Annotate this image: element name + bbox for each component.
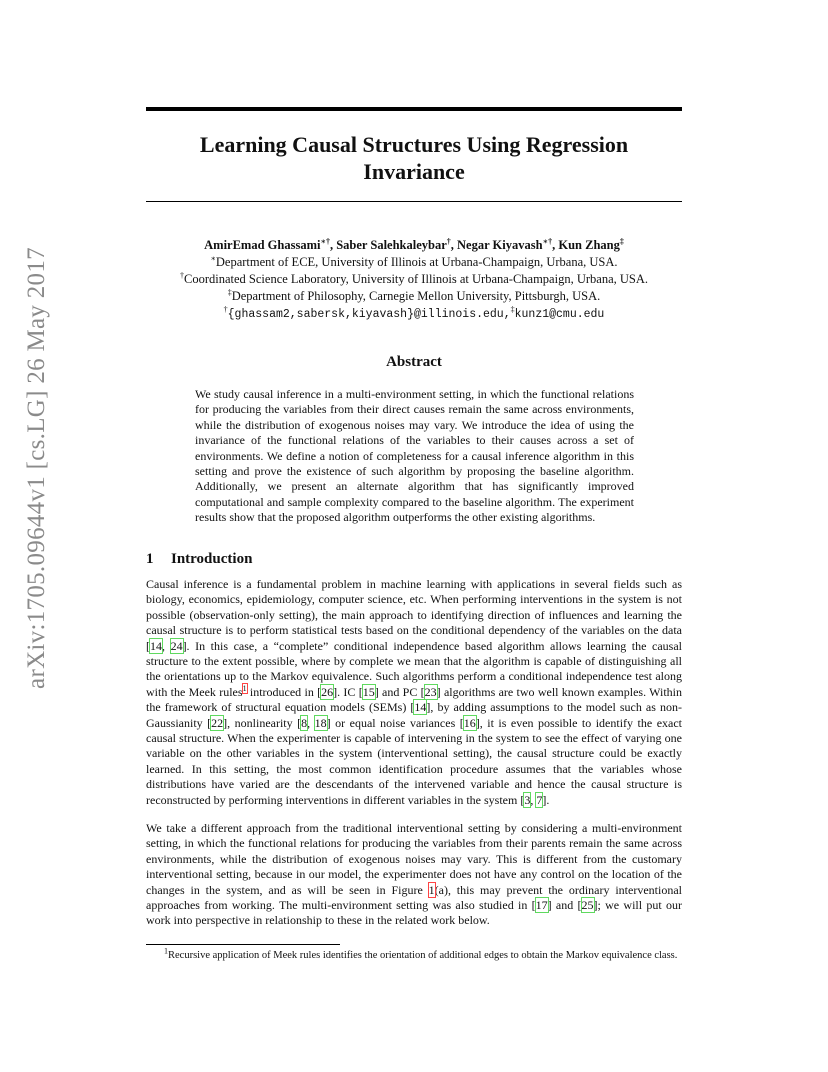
footnote — [146, 946, 682, 963]
citation-link[interactable]: 17 — [535, 898, 548, 913]
author-separator: , — [329, 238, 337, 252]
title-top-rule — [146, 107, 682, 111]
affiliation-1-mark: ∗ — [210, 253, 216, 263]
author-separator: , — [450, 238, 458, 252]
email-1[interactable]: {ghassam2,sabersk,kiyavash}@illinois.edu, — [227, 308, 511, 321]
text-run: ], nonlinearity [ — [223, 715, 302, 730]
footnote-rule — [146, 944, 340, 945]
affiliation-2-text: Coordinated Science Laboratory, University of Illinois at Urbana-Champaign, Urbana, USA. — [184, 272, 648, 286]
text-run: We take a different approach from the traditional interventional setting by considering a multi-environment setting, in which the functional relations for producing the variables from their parents remain the same across environments, while the distribution of exogenous noises may vary. This is different from the customary interventional setting, because in our model, the experimenter does not have any control on the location of the changes in the system, and as will be seen in Figure — [146, 821, 682, 897]
citation-link[interactable]: 14 — [150, 638, 162, 653]
intro-paragraph-1 — [146, 577, 682, 808]
text-run: ]. IC [ — [333, 684, 363, 699]
author-1: AmirEmad Ghassami — [204, 238, 321, 252]
affiliation-1-text: Department of ECE, University of Illinois at Urbana-Champaign, Urbana, USA. — [215, 255, 618, 269]
citation-link[interactable]: 18 — [314, 715, 327, 730]
author-names — [146, 237, 682, 254]
arxiv-id-text: arXiv:1705.09644v1 [cs.LG] 26 May 2017 — [23, 247, 50, 689]
text-run: ]. In this case, a “complete” conditional independence based algorithm allows learning the causal structure to the extent possible, where by complete we mean that the algorithm is capable of distinguishing all the orientations up to the Markov equivalence. Such algorithms perform a conditional independence test along with the Meek rules — [146, 638, 682, 699]
author-2: Saber Salehkaleybar — [336, 238, 447, 252]
paper-title — [146, 131, 682, 185]
text-run: ], it is even possible to identify the exact causal structure. When the experimenter is capable of intervening in the system to see the effect of varying one variable on the other variables in the system (interventional setting), the causal structure could be exactly learned. In this setting, the most common identification procedure assumes that the variables whose distributions have varied are the descendants of the intervened variable and hence the causal structure is reconstructed by performing interventions in different variables in the system [ — [146, 715, 683, 807]
text-run: ], by adding assumptions to the model such as non-Gaussianity [ — [146, 700, 682, 730]
section-number: 1 — [146, 551, 154, 567]
citation-link[interactable]: 7 — [536, 792, 543, 807]
section-heading — [146, 551, 252, 568]
affiliation-3-mark: ‡ — [227, 287, 232, 297]
author-block — [146, 237, 682, 323]
author-2-mark: † — [446, 236, 451, 246]
footnote-text-block — [146, 946, 682, 963]
author-4-mark: ‡ — [619, 236, 624, 246]
footnote-text: Recursive application of Meek rules identifies the orientation of additional edges to obtain the Markov equivalence class. — [168, 950, 678, 961]
citation-link[interactable]: 24 — [170, 638, 183, 653]
citation-link[interactable]: 25 — [581, 898, 594, 913]
affiliation-2 — [146, 271, 682, 288]
citation-link[interactable]: 26 — [321, 684, 334, 699]
title-bottom-rule — [146, 201, 682, 202]
author-3: Negar Kiyavash — [457, 238, 543, 252]
text-run: ] algorithms are two well known examples. Within the framework of structural equation models (SEMs) [ — [146, 684, 683, 715]
footnote-mark: 1 — [164, 946, 168, 956]
title-line-1: Learning Causal Structures Using Regression — [199, 132, 629, 157]
email-2-mark: ‡ — [510, 304, 515, 314]
text-run: Causal inference is a fundamental problem in machine learning with applications in several fields such as biology, economics, epidemiology, computer science, etc. When performing interventions in the system is not possible (observation-only setting), the main approach to identifying direction of influences and learning the causal structure is to perform statistical tests based on the conditional dependency of the variables on the data [ — [146, 577, 682, 653]
affiliation-2-mark: † — [180, 270, 184, 280]
author-4: Kun Zhang — [558, 238, 620, 252]
text-run: introduced in [ — [246, 684, 322, 699]
author-separator: , — [552, 238, 559, 252]
citation-link[interactable]: 14 — [414, 700, 427, 715]
text-run: (a), this may prevent the ordinary interventional approaches from working. The multi-environment setting was also studied in [ — [146, 882, 682, 913]
text-run: , — [307, 715, 315, 730]
citation-link[interactable]: 16 — [463, 715, 476, 730]
abstract-text: We study causal inference in a multi-environment setting, in which the functional relations for producing the variables from their direct causes remain the same across environments, while the distribution of exogenous noises may vary. We introduce the idea of using the invariance of the functional relations of the variables to their causes across a set of environments. We define a notion of completeness for a causal inference algorithm in this setting and prove the existence of such algorithm by proposing the baseline algorithm. Additionally, we present an alternate algorithm that has significantly improved computational and sample complexity compared to the baseline algorithm. The experiment results show that the proposed algorithm outperforms the other existing algorithms. — [195, 387, 634, 525]
text-run: ]. — [542, 792, 550, 807]
citation-link[interactable]: 8 — [301, 715, 308, 730]
text-run: , — [162, 638, 171, 653]
email-line — [146, 305, 682, 323]
text-run: ] and PC [ — [374, 684, 425, 699]
section-title: Introduction — [171, 551, 253, 567]
author-3-mark: ∗† — [542, 236, 553, 246]
affiliation-3 — [146, 288, 682, 305]
text-run: ] and [ — [547, 898, 582, 913]
author-1-mark: ∗† — [320, 236, 330, 246]
intro-paragraph-2 — [146, 821, 682, 929]
footnote-link[interactable]: 1 — [242, 683, 247, 693]
email-2[interactable]: kunz1@cmu.edu — [514, 308, 605, 321]
citation-link[interactable]: 22 — [211, 715, 224, 730]
citation-link[interactable]: 23 — [424, 684, 437, 699]
affiliation-1 — [146, 254, 682, 271]
text-run: ] or equal noise variances [ — [326, 715, 464, 730]
affiliation-3-text: Department of Philosophy, Carnegie Mellon University, Pittsburgh, USA. — [231, 289, 601, 303]
figure-link[interactable]: 1 — [428, 882, 435, 897]
citation-link[interactable]: 15 — [362, 684, 375, 699]
abstract-heading: Abstract — [386, 354, 442, 370]
text-run: ]; we will put our work into perspective in relationship to these in the related work below. — [146, 898, 682, 928]
text-run: , — [530, 792, 537, 807]
citation-link[interactable]: 3 — [524, 792, 531, 807]
email-1-mark: † — [223, 304, 228, 314]
title-line-2: Invariance — [363, 159, 465, 184]
